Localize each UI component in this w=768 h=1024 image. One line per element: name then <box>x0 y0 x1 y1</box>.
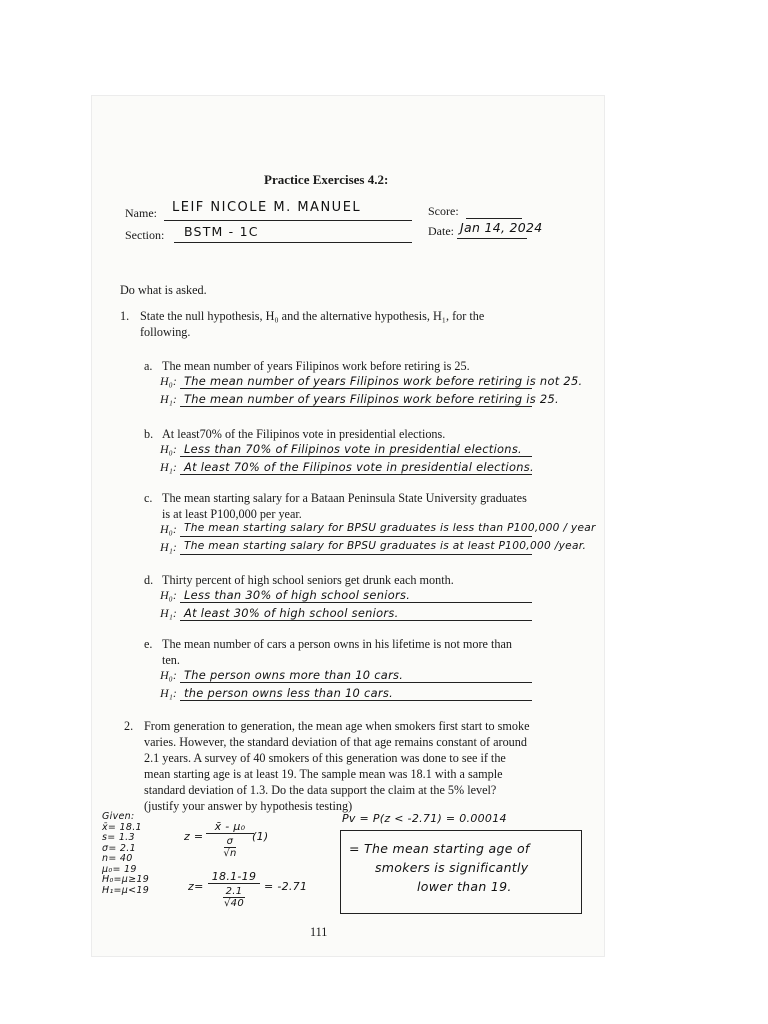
q1c-question-line1: The mean starting salary for a Bataan Peninsula State University graduates <box>162 491 527 505</box>
q1a-h0-label: H₀: <box>160 374 177 388</box>
score-label: Score: <box>428 204 459 218</box>
q1b-h1-answer: At least 70% of the Filipinos vote in presidential elections. <box>184 460 534 474</box>
date-label: Date: <box>428 224 454 238</box>
formula-numerator: x̄ - μ₀ <box>206 820 254 834</box>
section-underline <box>174 242 412 243</box>
calc-denominator <box>208 886 260 909</box>
q1e-h1-line <box>180 700 532 701</box>
q1a-h1-label: H₁: <box>160 392 177 406</box>
q1d-h0-line <box>180 602 532 603</box>
q1c-h1-answer: The mean starting salary for BPSU graduates is at least P100,000 /year. <box>184 540 587 552</box>
calc-result: = -2.71 <box>264 880 308 893</box>
q1e-question-line2: ten. <box>162 653 180 667</box>
calc-denominator-top: 2.1 <box>223 886 246 898</box>
conclusion-line2: smokers is significantly <box>375 860 529 875</box>
page-number: 111 <box>310 925 328 939</box>
q1-prompt-line2: following. <box>140 325 191 339</box>
q1b-h0-answer: Less than 70% of Filipinos vote in presidential elections. <box>184 442 522 456</box>
conclusion-line3: lower than 19. <box>417 879 512 894</box>
q1d-question: Thirty percent of high school seniors get drunk each month. <box>162 573 454 587</box>
given-n: n= 40 <box>102 853 133 864</box>
date-underline <box>457 238 527 239</box>
given-header: Given: <box>102 811 135 822</box>
q1d-h1-line <box>180 620 532 621</box>
worksheet-title: Practice Exercises 4.2: <box>264 172 389 187</box>
q1e-question-line1: The mean number of cars a person owns in his lifetime is not more than <box>162 637 512 651</box>
q1a-h0-answer: The mean number of years Filipinos work before retiring is not 25. <box>184 374 583 388</box>
q1c-h0-line <box>180 536 532 537</box>
conclusion-line1: = The mean starting age of <box>349 841 530 856</box>
instruction-text: Do what is asked. <box>120 283 207 297</box>
given-list <box>102 812 149 896</box>
q1e-h0-line <box>180 682 532 683</box>
q1a-h0-line <box>180 388 532 389</box>
score-underline <box>466 218 522 219</box>
formula-denominator-bottom: √n <box>223 848 237 859</box>
q1b-letter: b. <box>144 427 154 441</box>
q1c-question-line2: is at least P100,000 per year. <box>162 507 302 521</box>
q1d-letter: d. <box>144 573 154 587</box>
q1a-h1-answer: The mean number of years Filipinos work before retiring is 25. <box>184 392 559 406</box>
given-sigma: σ= 2.1 <box>102 842 136 854</box>
q2-line1: From generation to generation, the mean age when smokers first start to smoke <box>144 719 530 733</box>
name-value: LEIF NICOLE M. MANUEL <box>172 200 362 215</box>
q1e-h1-answer: the person owns less than 10 cars. <box>184 686 394 700</box>
q2-line4: mean starting age is at least 19. The sample mean was 18.1 with a sample <box>144 767 503 781</box>
conclusion-box <box>340 830 582 914</box>
q1c-h1-label: H₁: <box>160 540 177 554</box>
q1e-h0-label: H₀: <box>160 668 177 682</box>
q2-line6: (justify your answer by hypothesis testing) <box>144 799 353 813</box>
q1a-h1-line <box>180 406 532 407</box>
given-xbar: x̄= 18.1 <box>102 821 142 833</box>
date-value: Jan 14, 2024 <box>460 220 543 235</box>
name-underline <box>164 220 412 221</box>
section-value: BSTM - 1C <box>184 224 259 239</box>
section-label: Section: <box>125 228 165 242</box>
given-h1: H₁=μ<19 <box>102 884 150 896</box>
p-value: Pv = P(z < -2.71) = 0.00014 <box>342 812 507 825</box>
formula-tag: (1) <box>252 830 269 843</box>
q1b-h1-line <box>180 474 532 475</box>
q1d-h1-answer: At least 30% of high school seniors. <box>184 606 399 620</box>
q1e-letter: e. <box>144 637 153 651</box>
q1c-letter: c. <box>144 491 153 505</box>
q1c-h0-answer: The mean starting salary for BPSU graduates is less than P100,000 / year <box>184 522 596 534</box>
calc-lhs: z= <box>188 880 204 893</box>
q1b-question: At least70% of the Filipinos vote in presidential elections. <box>162 427 446 441</box>
q1e-h0-answer: The person owns more than 10 cars. <box>184 668 404 682</box>
q1a-question: The mean number of years Filipinos work before retiring is 25. <box>162 359 470 373</box>
q1d-h0-label: H₀: <box>160 588 177 602</box>
formula-denominator-top: σ <box>224 836 237 848</box>
q2-line3: 2.1 years. A survey of 40 smokers of this generation was done to see if the <box>144 751 506 765</box>
q2-line2: varies. However, the standard deviation of that age remains constant of around <box>144 735 527 749</box>
q1-number: 1. <box>120 309 130 323</box>
name-label: Name: <box>125 206 157 220</box>
formula-denominator <box>206 836 254 859</box>
given-h0: H₀=μ≥19 <box>102 874 150 885</box>
q1-prompt-line1: State the null hypothesis, H₀ and the alternative hypothesis, H₁, for the <box>140 309 485 323</box>
q1b-h0-line <box>180 456 532 457</box>
q1d-h1-label: H₁: <box>160 606 177 620</box>
q2-line5: standard deviation of 1.3. Do the data support the claim at the 5% level? <box>144 783 497 797</box>
q1c-h0-label: H₀: <box>160 522 177 536</box>
q1c-h1-line <box>180 554 532 555</box>
q1d-h0-answer: Less than 30% of high school seniors. <box>184 588 411 602</box>
formula-lhs: z = <box>184 830 204 843</box>
calc-denominator-bottom: √40 <box>224 898 244 909</box>
q1a-letter: a. <box>144 359 153 373</box>
q1b-h0-label: H₀: <box>160 442 177 456</box>
conclusion-text <box>349 839 530 896</box>
worksheet-page <box>92 96 604 956</box>
q1b-h1-label: H₁: <box>160 460 177 474</box>
given-mu0: μ₀= 19 <box>102 863 137 875</box>
q1e-h1-label: H₁: <box>160 686 177 700</box>
q2-number: 2. <box>124 719 134 733</box>
calc-numerator: 18.1-19 <box>208 870 260 884</box>
given-s: s= 1.3 <box>102 832 135 843</box>
